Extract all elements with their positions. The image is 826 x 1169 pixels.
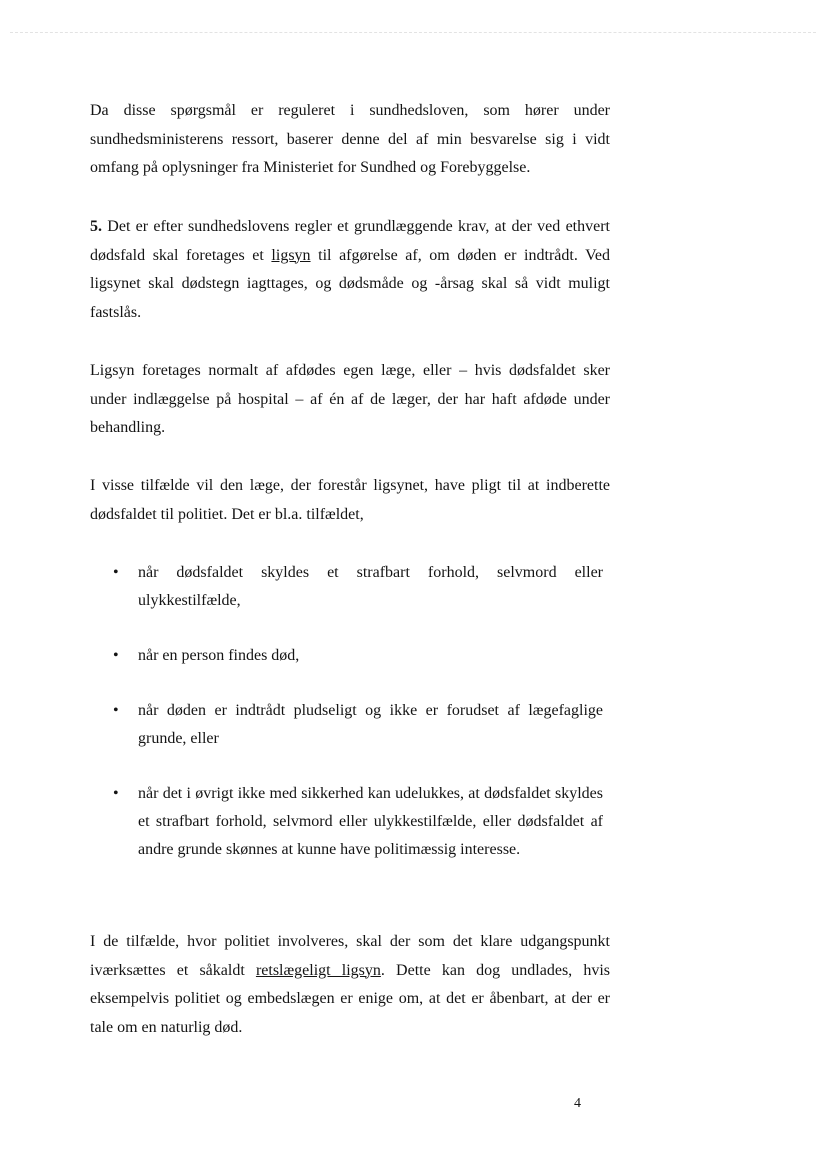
list-item-text: når en person findes død, [138,647,300,664]
list-item [113,780,603,864]
paragraph-2-after: til afgørelse af, om døden er indtrådt. Ved ligsynet skal dødstegn iagttages, og dødsmåde og -årsag skal så vidt muligt fastslås. [90,246,610,321]
paragraph-3 [90,357,610,443]
section-number: 5. [90,218,102,235]
bullet-icon: • [113,702,119,719]
term-ligsyn: ligsyn [271,246,311,264]
list-item [113,697,603,753]
paragraph-4-text: I visse tilfælde vil den læge, der forestår ligsynet, have pligt til at indberette dødsfaldet til politiet. Det er bl.a. tilfældet, [90,477,610,523]
paragraph-5-before: I de tilfælde, hvor politiet involveres, skal der som det klare udgangspunkt iværksættes et såkaldt [90,933,610,979]
term-retslaegeligt-ligsyn: retslægeligt ligsyn [255,961,381,979]
paragraph-2 [90,213,610,327]
list-item-text: når døden er indtrådt pludseligt og ikke er forudset af lægefaglige grunde, eller [138,702,603,747]
list-item-text: når dødsfaldet skyldes et strafbart forhold, selvmord eller ulykkestilfælde, [138,564,603,609]
list-item-text: når det i øvrigt ikke med sikkerhed kan udelukkes, at dødsfaldet skyldes et strafbart forhold, selvmord eller ulykkestilfælde, eller dødsfaldet af andre grunde skønnes at kunne have politimæssig interesse. [138,785,603,858]
scan-artifact-line [10,32,816,33]
list-item [113,559,603,615]
paragraph-4 [90,472,610,529]
page-number: 4 [574,1096,581,1111]
paragraph-1 [90,97,610,183]
bullet-icon: • [113,785,119,802]
paragraph-1-text: Da disse spørgsmål er reguleret i sundhedsloven, som hører under sundhedsministerens ressort, baserer denne del af min besvarelse sig i vidt omfang på oplysninger fra Ministeriet for Sundhed og Forebyggelse. [90,102,610,177]
paragraph-5 [90,928,610,1042]
list-item [113,642,603,670]
bullet-list [113,559,603,864]
paragraph-3-text: Ligsyn foretages normalt af afdødes egen læge, eller – hvis dødsfaldet sker under indlæggelse på hospital – af én af de læger, der har haft afdøde under behandling. [90,362,610,437]
paragraph-5-after: . Dette kan dog undlades, hvis eksempelvis politiet og embedslægen er enige om, at det er åbenbart, at der er tale om en naturlig død. [90,961,611,1036]
bullet-icon: • [113,647,119,664]
paragraph-2-before: Det er efter sundhedslovens regler et grundlæggende krav, at der ved ethvert dødsfald skal foretages et [90,218,610,264]
bullet-icon: • [113,564,119,581]
